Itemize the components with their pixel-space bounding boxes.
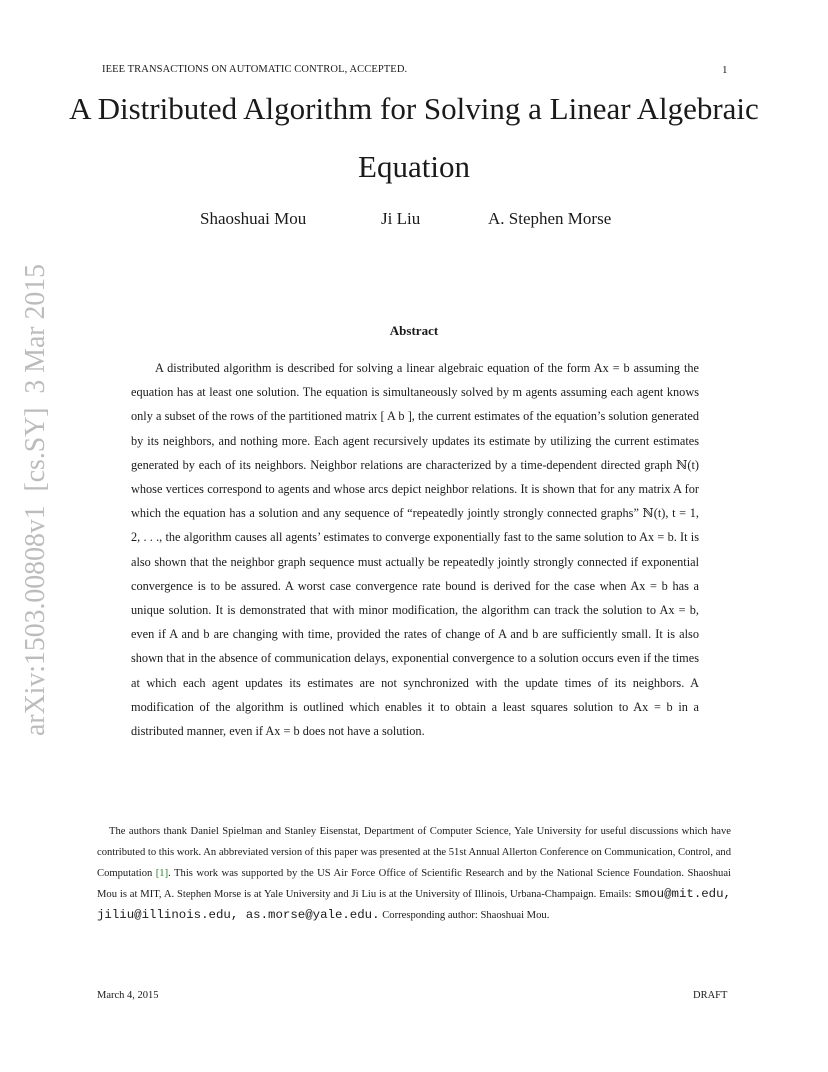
arxiv-stamp-text: arXiv:1503.00808v1 [cs.SY] 3 Mar 2015 [20,260,51,736]
footnote-text-3: Corresponding author: Shaoshuai Mou. [379,910,550,921]
author-liu: Ji Liu [381,209,421,228]
footnote-text-2: . This work was supported by the US Air Force Office of Scientific Research and by the National Science Foundation. Shaoshuai Mou is at MIT, A. Stephen Morse is at Yale University and Ji Liu is at the University of Illinois, Urbana-Champaign. Emails: [97,868,731,900]
abstract-text: A distributed algorithm is described for solving a linear algebraic equation of the form Ax = b assuming the equation has at least one solution. The equation is simultaneously solved by m agents assuming each agent knows only a subset of the rows of the partitioned matrix [ A b ], the current estimates of the equation’s solution generated by its neighbors, and nothing more. Each agent recursively updates its estimate by utilizing the current estimates generated by each of its neighbors. Neighbor relations are characterized by a time-dependent directed graph ℕ(t) whose vertices correspond to agents and whose arcs depict neighbor relations. It is shown that for any matrix A for which the equation has a solution and any sequence of “repeatedly jointly strongly connected graphs” ℕ(t), t = 1, 2, . . ., the algorithm causes all agents’ estimates to converge exponentially fast to the same solution to Ax = b. It is also shown that the neighbor graph sequence must actually be repeatedly jointly strongly connected if exponential convergence is to be assured. A worst case convergence rate bound is derived for the case when Ax = b has a unique solution. It is demonstrated that with minor modification, the algorithm can track the solution to Ax = b, even if A and b are changing with time, provided the rates of change of A and b are sufficiently small. It is also shown that in the absence of communication delays, exponential convergence to a solution occurs even if the times at which each agent updates its estimates are not synchronized with the update times of its neighbors. A modification of the algorithm is outlined which enables it to obtain a least squares solution to Ax = b in a distributed manner, even if Ax = b does not have a solution. [131,361,699,739]
author-emails: smou@mit.edu, jiliu@illinois.edu, as.morse@yale.edu. [97,887,731,922]
abstract-heading: Abstract [389,323,439,338]
author-mou: Shaoshuai Mou [200,209,307,228]
page-number: 1 [722,64,728,76]
footnote-text-1: The authors thank Daniel Spielman and Stanley Eisenstat, Department of Computer Science, Yale University for useful discussions which have contributed to this work. An abbreviated version of this paper was presented at the 51st Annual Allerton Conference on Communication, Control, and Computation [97,826,731,879]
citation-link[interactable]: [1] [155,868,169,879]
footer-date: March 4, 2015 [97,990,159,1001]
footer-draft: DRAFT [693,990,728,1001]
paper-title: A Distributed Algorithm for Solving a Linear Algebraic Equation [69,91,759,184]
author-morse: A. Stephen Morse [488,209,612,228]
running-header: IEEE TRANSACTIONS ON AUTOMATIC CONTROL, ACCEPTED. [102,64,408,75]
acknowledgment-footnote [97,821,731,926]
